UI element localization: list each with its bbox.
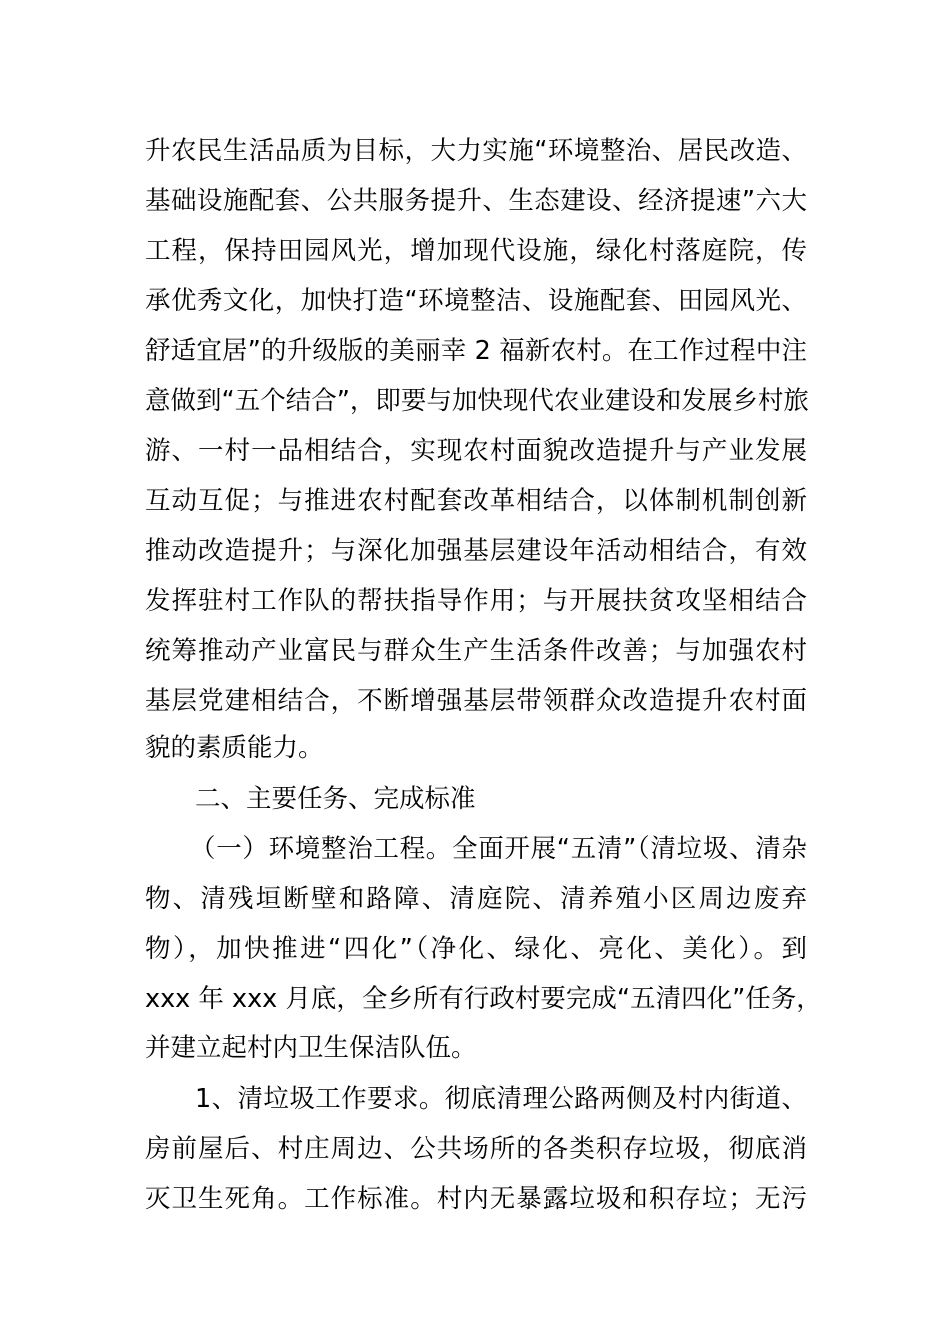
text-line: 意做到“五个结合”，即要与加快现代农业建设和发展乡村旅 [145, 386, 809, 416]
text-line: 基础设施配套、公共服务提升、生态建设、经济提速”六大 [145, 186, 807, 216]
text-line: 工程，保持田园风光，增加现代设施，绿化村落庭院，传 [145, 236, 807, 266]
text-line: （一）环境整治工程。全面开展“五清”（清垃圾、清杂 [190, 834, 807, 864]
text-line: 基层党建相结合，不断增强基层带领群众改造提升农村面 [145, 686, 807, 716]
text-line: 游、一村一品相结合，实现农村面貌改造提升与产业发展 [145, 436, 807, 466]
text-line: 1、清垃圾工作要求。彻底清理公路两侧及村内街道、 [195, 1084, 807, 1114]
section-heading: 二、主要任务、完成标准 [195, 784, 476, 814]
text-line: 互动互促；与推进农村配套改革相结合，以体制机制创新 [145, 486, 807, 516]
text-line: 物），加快推进“四化”（净化、绿化、亮化、美化）。到 [145, 934, 807, 964]
text-line: 承优秀文化，加快打造“环境整洁、设施配套、田园风光、 [145, 286, 807, 316]
text-line: 房前屋后、村庄周边、公共场所的各类积存垃圾，彻底消 [145, 1134, 807, 1164]
text-line: 升农民生活品质为目标，大力实施“环境整治、居民改造、 [145, 136, 807, 166]
text-line: 并建立起村内卫生保洁队伍。 [145, 1033, 477, 1063]
text-line: 舒适宜居”的升级版的美丽幸 2 福新农村。在工作过程中注 [145, 336, 807, 366]
text-line: 发挥驻村工作队的帮扶指导作用；与开展扶贫攻坚相结合 [145, 586, 807, 616]
text-line: xxx 年 xxx 月底，全乡所有行政村要完成“五清四化”任务， [145, 984, 822, 1014]
text-line: 貌的素质能力。 [145, 733, 324, 763]
text-line: 统筹推动产业富民与群众生产生活条件改善；与加强农村 [145, 636, 807, 666]
text-line: 灭卫生死角。工作标准。村内无暴露垃圾和积存垃；无污 [145, 1184, 807, 1214]
text-line: 推动改造提升；与深化加强基层建设年活动相结合，有效 [145, 536, 807, 566]
text-line: 物、清残垣断壁和路障、清庭院、清养殖小区周边废弃 [145, 884, 807, 914]
